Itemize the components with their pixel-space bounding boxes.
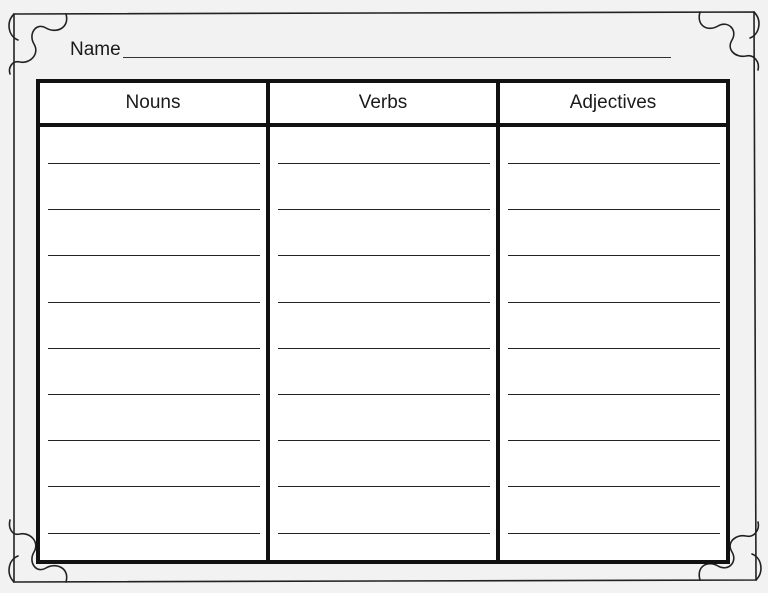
blank-write-line[interactable]	[278, 209, 490, 210]
column-header-nouns: Nouns	[40, 83, 266, 127]
blank-write-line[interactable]	[48, 486, 260, 487]
column-verbs	[266, 83, 496, 560]
blank-write-line[interactable]	[48, 163, 260, 164]
blank-write-line[interactable]	[278, 163, 490, 164]
blank-write-line[interactable]	[508, 533, 720, 534]
word-sort-table	[36, 79, 730, 564]
column-adjectives	[496, 83, 726, 560]
blank-write-line[interactable]	[48, 348, 260, 349]
name-label: Name	[70, 39, 121, 60]
column-body-nouns	[40, 127, 266, 560]
blank-write-line[interactable]	[508, 440, 720, 441]
column-header-adjectives: Adjectives	[500, 83, 726, 127]
name-field-row	[70, 36, 671, 60]
blank-write-line[interactable]	[48, 440, 260, 441]
column-body-adjectives	[500, 127, 726, 560]
blank-write-line[interactable]	[278, 440, 490, 441]
blank-write-line[interactable]	[508, 486, 720, 487]
blank-write-line[interactable]	[48, 533, 260, 534]
blank-write-line[interactable]	[508, 255, 720, 256]
blank-write-line[interactable]	[508, 163, 720, 164]
blank-write-line[interactable]	[48, 255, 260, 256]
blank-write-line[interactable]	[48, 209, 260, 210]
blank-write-line[interactable]	[278, 255, 490, 256]
blank-write-line[interactable]	[278, 302, 490, 303]
blank-write-line[interactable]	[48, 394, 260, 395]
blank-write-line[interactable]	[278, 394, 490, 395]
blank-write-line[interactable]	[508, 394, 720, 395]
blank-write-line[interactable]	[508, 209, 720, 210]
column-header-verbs: Verbs	[270, 83, 496, 127]
blank-write-line[interactable]	[278, 486, 490, 487]
name-write-line[interactable]	[123, 57, 671, 58]
blank-write-line[interactable]	[508, 302, 720, 303]
blank-write-line[interactable]	[48, 302, 260, 303]
blank-write-line[interactable]	[278, 533, 490, 534]
column-body-verbs	[270, 127, 496, 560]
blank-write-line[interactable]	[278, 348, 490, 349]
column-nouns	[40, 83, 266, 560]
blank-write-line[interactable]	[508, 348, 720, 349]
